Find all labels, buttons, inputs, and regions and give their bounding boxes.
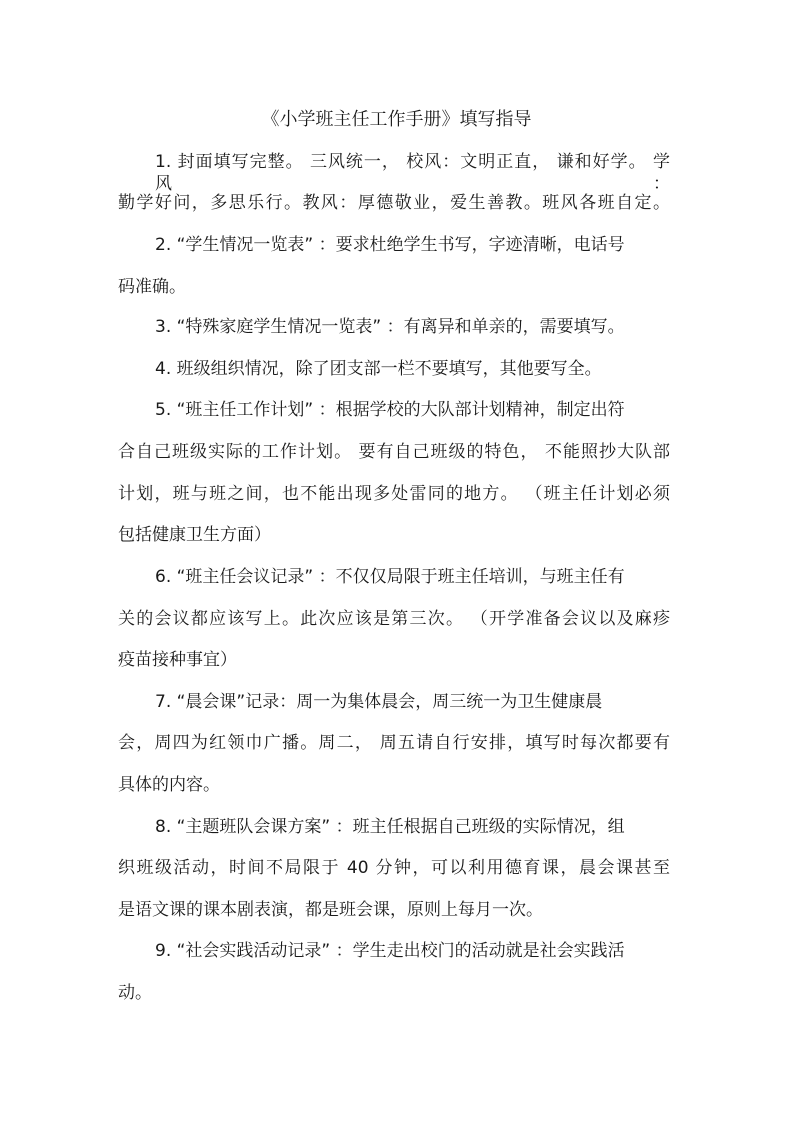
paragraph-line: 码准确。	[118, 277, 186, 297]
paragraph-line: 1. 封面填写完整。 三风统一， 校风：文明正直， 谦和好学。 学风：	[155, 152, 670, 194]
paragraph-line: 动。	[118, 983, 152, 1003]
paragraph-line: 疫苗接种事宜）	[118, 650, 237, 670]
paragraph-line: 9. “社会实践活动记录” ：学生走出校门的活动就是社会实践活	[155, 941, 625, 961]
paragraph-line: 关的会议都应该写上。此次应该是第三次。 （开学准备会议以及麻疹	[118, 609, 670, 629]
paragraph-line: 5. “班主任工作计划” ：根据学校的大队部计划精神，制定出符	[155, 400, 625, 420]
paragraph-line: 7. “晨会课”记录：周一为集体晨会，周三统一为卫生健康晨	[155, 692, 603, 712]
paragraph-line: 3. “特殊家庭学生情况一览表” ：有离异和单亲的，需要填写。	[155, 317, 625, 337]
document-title: 《小学班主任工作手册》填写指导	[261, 109, 532, 130]
paragraph-line: 8. “主题班队会课方案” ：班主任根据自己班级的实际情况，组	[155, 817, 625, 837]
paragraph-line: 4. 班级组织情况，除了团支部一栏不要填写，其他要写全。	[155, 359, 602, 379]
paragraph-line: 织班级活动，时间不局限于 40 分钟，可以利用德育课，晨会课甚至	[118, 858, 670, 878]
paragraph-line: 2. “学生情况一览表” ：要求杜绝学生书写，字迹清晰，电话号	[155, 235, 625, 255]
paragraph-line: 包括健康卫生方面）	[118, 525, 271, 545]
paragraph-line: 合自己班级实际的工作计划。 要有自己班级的特色， 不能照抄大队部	[118, 442, 670, 462]
paragraph-line: 会，周四为红领巾广播。周二， 周五请自行安排，填写时每次都要有	[118, 733, 670, 753]
paragraph-line: 6. “班主任会议记录” ：不仅仅局限于班主任培训，与班主任有	[155, 567, 625, 587]
paragraph-line: 是语文课的课本剧表演，都是班会课，原则上每月一次。	[118, 900, 543, 920]
paragraph-line: 计划，班与班之间，也不能出现多处雷同的地方。 （班主任计划必须	[118, 484, 670, 504]
paragraph-line: 勤学好问，多思乐行。教风：厚德敬业，爱生善教。班风各班自定。	[118, 193, 670, 213]
paragraph-line: 具体的内容。	[118, 775, 220, 795]
